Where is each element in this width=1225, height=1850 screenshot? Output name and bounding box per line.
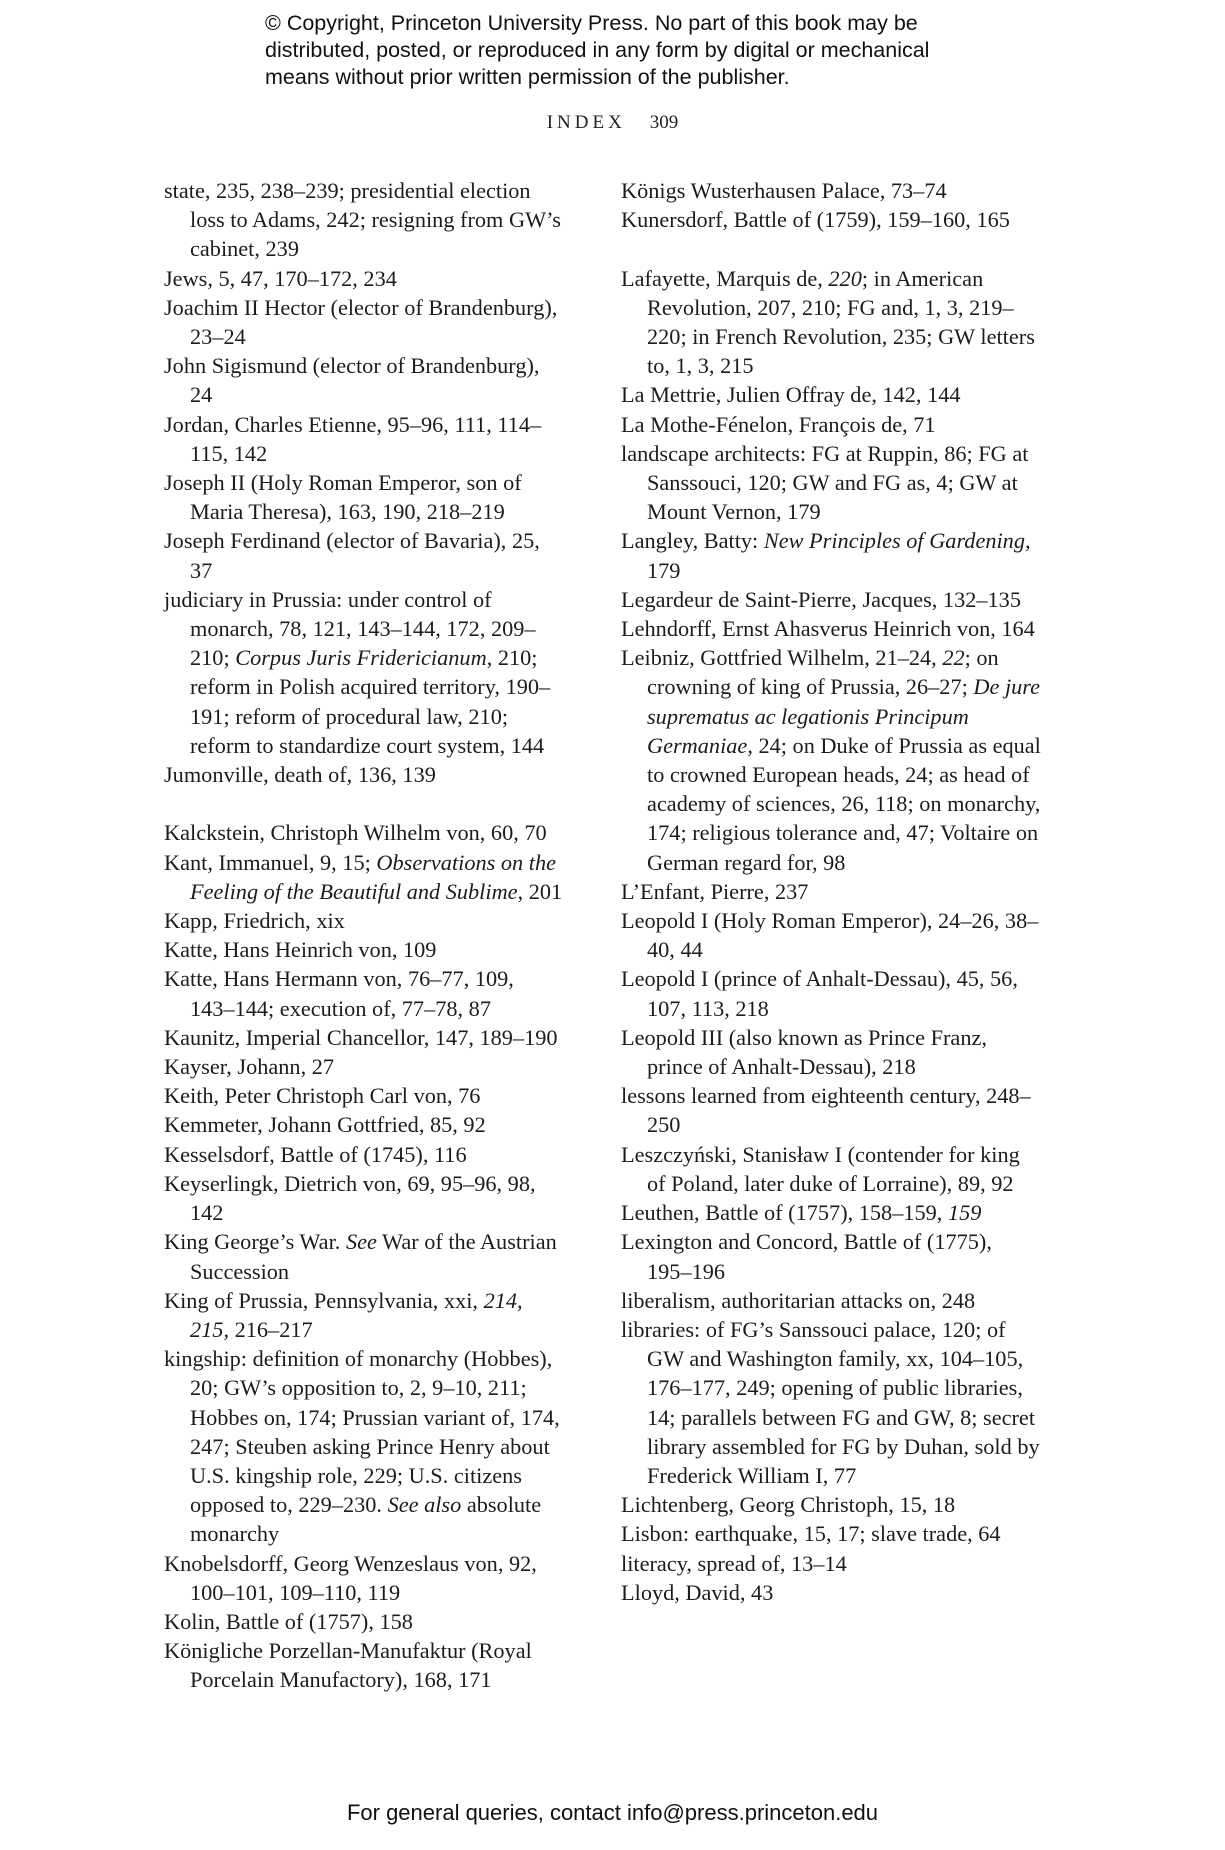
index-entry (164, 176, 564, 264)
index-entry-segment: state, 235, 238–239; presidential election loss to Adams, 242; resigning from GW’s cabinet, 239 (164, 178, 561, 262)
index-entry-segment: Leuthen, Battle of (1757), 158–159, (621, 1200, 948, 1226)
index-entry (621, 614, 1041, 643)
index-entry (621, 1140, 1041, 1198)
index-entry (164, 1227, 564, 1285)
index-entry (164, 935, 564, 964)
running-head (0, 112, 1225, 134)
index-entry-segment: absolute monarchy (190, 1492, 542, 1547)
index-entry (621, 1023, 1041, 1081)
index-entry-segment: La Mettrie, Julien Offray de, 142, 144 (621, 382, 961, 408)
index-entry (621, 1549, 1041, 1578)
index-entry-segment: King George’s War. (164, 1229, 346, 1255)
index-entry-segment: Katte, Hans Heinrich von, 109 (164, 937, 437, 963)
index-entry (164, 1286, 564, 1344)
index-entry (621, 643, 1041, 877)
index-entry (164, 1023, 564, 1052)
index-entry-segment: 179 (647, 557, 681, 583)
index-entry-segment: Kayser, Johann, 27 (164, 1054, 335, 1080)
index-entry (164, 818, 564, 847)
index-entry (621, 205, 1041, 234)
index-entry-italic-segment: 22 (942, 645, 965, 671)
index-entry (621, 526, 1041, 584)
index-entry-italic-segment: See also (387, 1492, 462, 1518)
index-entry (621, 906, 1041, 964)
index-entry-segment: liberalism, authoritarian attacks on, 248 (621, 1287, 976, 1313)
copyright-line: © Copyright, Princeton University Press. No part of this book may be (265, 11, 918, 35)
index-entry (621, 176, 1041, 205)
index-entry (164, 410, 564, 468)
index-entry (164, 1110, 564, 1139)
index-entry-segment: Knobelsdorff, Georg Wenzeslaus von, 92, 100–101, 109–110, 119 (164, 1550, 537, 1605)
index-entry-segment: Legardeur de Saint-Pierre, Jacques, 132–135 (621, 586, 1021, 612)
index-entry-segment: literacy, spread of, 13–14 (621, 1550, 847, 1576)
index-entry-segment: Lisbon: earthquake, 15, 17; slave trade, 64 (621, 1521, 1001, 1547)
page-number: 309 (649, 112, 679, 133)
index-entry-segment: L’Enfant, Pierre, 237 (621, 878, 809, 904)
index-entry-segment: Kolin, Battle of (1757), 158 (164, 1608, 413, 1634)
index-column-right (621, 176, 1041, 1607)
index-entry-segment: Lloyd, David, 43 (621, 1579, 774, 1605)
index-entry-segment: Kant, Immanuel, 9, 15; (164, 849, 377, 875)
index-entry-italic-segment: 220 (828, 265, 862, 291)
index-entry (621, 410, 1041, 439)
index-entry-segment: Kaunitz, Imperial Chancellor, 147, 189–190 (164, 1024, 558, 1050)
index-entry-segment: Jordan, Charles Etienne, 95–96, 111, 114–115, 142 (164, 411, 542, 466)
index-entry (621, 1227, 1041, 1285)
index-entry (621, 1490, 1041, 1519)
index-entry-segment: Jumonville, death of, 136, 139 (164, 762, 436, 788)
index-entry (621, 1315, 1041, 1490)
index-entry-italic-segment: Corpus Juris Fridericianum (235, 645, 487, 671)
index-entry-segment: Kemmeter, Johann Gottfried, 85, 92 (164, 1112, 486, 1138)
index-entry-segment: , 24; on Duke of Prussia as equal to crowned European heads, 24; as head of academy of sciences, 26, 118; on monarchy, 174; religious tolerance and, 47; Voltaire on German regard for, 98 (647, 732, 1041, 875)
index-entry-italic-segment: De jure suprematus ac legationis Principum Germaniae (647, 674, 1041, 758)
index-entry-segment: ; on crowning of king of Prussia, 26–27; (647, 645, 999, 700)
index-entry (164, 1169, 564, 1227)
index-entry-segment: Katte, Hans Hermann von, 76–77, 109, 143–144; execution of, 77–78, 87 (164, 966, 514, 1021)
index-entry (164, 264, 564, 293)
index-entry-segment: lessons learned from eighteenth century, 248–250 (621, 1083, 1031, 1138)
index-entry-segment: John Sigismund (elector of Brandenburg), 24 (164, 353, 540, 408)
index-entry (164, 293, 564, 351)
index-entry (621, 1519, 1041, 1548)
index-entry-segment: Kapp, Friedrich, xix (164, 908, 345, 934)
index-entry-segment: Keith, Peter Christoph Carl von, 76 (164, 1083, 481, 1109)
letter-group-gap (164, 789, 564, 818)
index-entry-segment: Langley, Batty: (621, 528, 764, 554)
index-entry-segment: landscape architects: FG at Ruppin, 86; FG at Sanssouci, 120; GW and FG as, 4; GW at Mount Vernon, 179 (621, 440, 1029, 525)
index-entry (164, 1636, 564, 1694)
index-entry (164, 1140, 564, 1169)
copyright-notice (265, 10, 1025, 91)
copyright-line: distributed, posted, or reproduced in any form by digital or mechanical (265, 38, 930, 62)
index-entry (164, 1607, 564, 1636)
index-entry-segment: libraries: of FG’s Sanssouci palace, 120; of GW and Washington family, xx, 104–105, 176–177, 249; opening of public libraries, 14; parallels between FG and GW, 8; secret library assembled for FG by Duhan, sold by Frederick William I, 77 (621, 1316, 1040, 1488)
index-entry-segment: Königliche Porzellan-Manufaktur (Royal Porcelain Manufactory), 168, 171 (164, 1638, 532, 1693)
index-entry-segment: ; in American Revolution, 207, 210; FG and, 1, 3, 219–220; in French Revolution, 235; GW letters to, 1, 3, 215 (647, 265, 1035, 379)
index-entry (621, 1081, 1041, 1139)
index-entry (621, 439, 1041, 527)
index-entry-segment: Keyserlingk, Dietrich von, 69, 95–96, 98, 142 (164, 1170, 536, 1226)
index-entry-italic-segment: Observations on the Feeling of the Beautiful and Sublime (190, 849, 557, 904)
index-entry-italic-segment: New Principles of Gardening, (763, 528, 1031, 554)
index-entry-segment: War of the Austrian Succession (190, 1229, 557, 1284)
index-entry (164, 468, 564, 526)
running-head-label: INDEX (546, 112, 626, 133)
index-entry (621, 585, 1041, 614)
index-entry-segment: Lehndorff, Ernst Ahasverus Heinrich von, 164 (621, 616, 1035, 642)
index-entry (164, 1549, 564, 1607)
index-entry-segment: , 210; reform in Polish acquired territory, 190–191; reform of procedural law, 210; reform to standardize court system, 144 (190, 645, 551, 758)
index-entry (164, 1052, 564, 1081)
index-entry (621, 964, 1041, 1022)
index-entry (621, 1286, 1041, 1315)
index-entry (621, 877, 1041, 906)
index-entry-segment: Lafayette, Marquis de, (621, 265, 829, 291)
index-entry-segment: Kesselsdorf, Battle of (1745), 116 (164, 1141, 467, 1167)
index-entry (621, 1198, 1041, 1227)
index-entry-segment: Lexington and Concord, Battle of (1775), 195–196 (621, 1229, 992, 1284)
index-entry (164, 848, 564, 906)
footer-contact: For general queries, contact info@press.princeton.edu (346, 1800, 879, 1825)
index-entry (164, 964, 564, 1022)
index-entry (164, 1081, 564, 1110)
index-entry (164, 760, 564, 789)
index-entry-segment: Kunersdorf, Battle of (1759), 159–160, 165 (621, 207, 1010, 233)
index-entry-segment: Leopold I (Holy Roman Emperor), 24–26, 38–40, 44 (621, 908, 1039, 963)
index-column-left (164, 176, 564, 1695)
index-entry-italic-segment: See (345, 1229, 377, 1255)
index-entry-segment: Leszczyński, Stanisław I (contender for king of Poland, later duke of Lorraine), 89, 92 (621, 1141, 1020, 1196)
index-entry-segment: Joseph II (Holy Roman Emperor, son of Maria Theresa), 163, 190, 218–219 (164, 470, 522, 525)
index-entry-italic-segment: 214, 215, (190, 1287, 523, 1342)
index-entry-segment: Jews, 5, 47, 170–172, 234 (164, 265, 397, 291)
index-entry-segment: Leibniz, Gottfried Wilhelm, 21–24, (621, 645, 943, 671)
index-entry (164, 1344, 564, 1548)
index-entry (621, 1578, 1041, 1607)
index-entry-segment: , 201 (517, 878, 563, 904)
index-entry (164, 906, 564, 935)
index-entry-segment: Leopold I (prince of Anhalt-Dessau), 45, 56, 107, 113, 218 (621, 966, 1018, 1021)
index-entry-segment: Kalckstein, Christoph Wilhelm von, 60, 70 (164, 820, 547, 846)
index-entry-segment: kingship: definition of monarchy (Hobbes), 20; GW’s opposition to, 2, 9–10, 211; Hobbes on, 174; Prussian variant of, 174, 247; Steuben asking Prince Henry about U.S. kingship role, 229; U.S. citizens opposed to, 229–230. (164, 1346, 560, 1518)
index-entry-segment: Joseph Ferdinand (elector of Bavaria), 25, 37 (164, 528, 540, 583)
index-entry-segment: 216–217 (229, 1316, 313, 1342)
letter-group-gap (621, 234, 1041, 263)
index-entry (621, 264, 1041, 381)
index-entry (164, 585, 564, 760)
index-entry-segment: Leopold III (also known as Prince Franz, prince of Anhalt-Dessau), 218 (621, 1024, 987, 1080)
index-entry-segment: La Mothe-Fénelon, François de, 71 (621, 411, 936, 437)
index-entry-segment: judiciary in Prussia: under control of monarch, 78, 121, 143–144, 172, 209–210; (164, 586, 536, 671)
index-entry-segment: King of Prussia, Pennsylvania, xxi, (164, 1287, 484, 1313)
index-entry (621, 380, 1041, 409)
index-entry-italic-segment: 159 (947, 1200, 982, 1226)
index-entry-segment: Königs Wusterhausen Palace, 73–74 (621, 178, 947, 203)
index-entry (164, 351, 564, 409)
index-entry-segment: Joachim II Hector (elector of Brandenburg), 23–24 (164, 294, 558, 350)
index-entry (164, 526, 564, 584)
index-entry-segment: Lichtenberg, Georg Christoph, 15, 18 (621, 1492, 956, 1518)
copyright-line: means without prior written permission of the publisher. (265, 65, 790, 89)
